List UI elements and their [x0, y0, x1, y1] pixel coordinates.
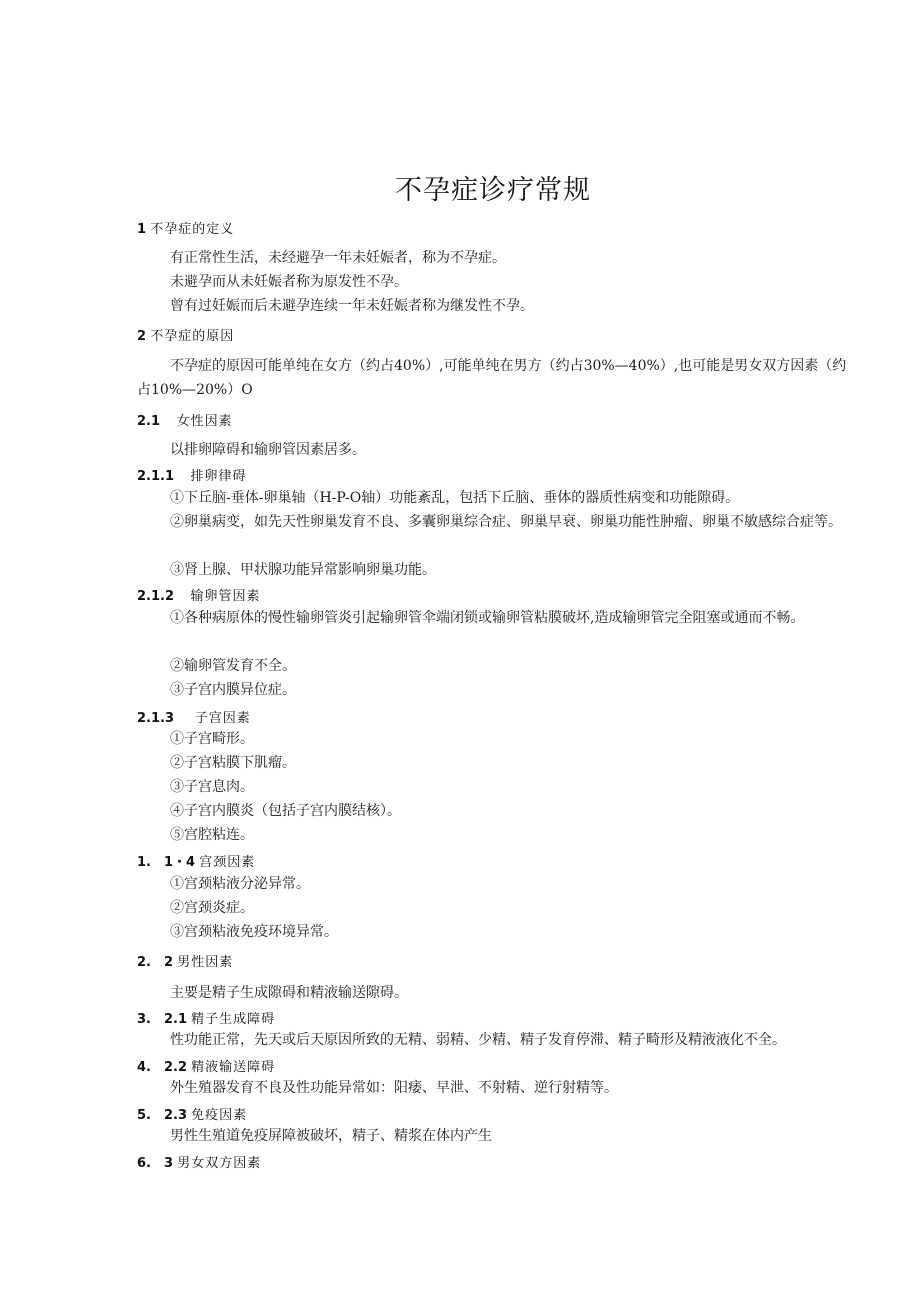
- heading-label: 女性因素: [176, 414, 233, 429]
- paragraph: 曾有过妊娠而后未避孕连续一年未妊娠者称为继发性不孕。: [170, 298, 534, 314]
- heading-label: 免疫因素: [191, 1108, 248, 1123]
- paragraph: ③子宫内膜异位症。: [170, 682, 296, 698]
- paragraph: ①下丘脑-垂体-卵巢轴（H-P-O轴）功能紊乱，包括下丘脑、垂体的器质性病变和功能隙碍。: [170, 490, 740, 506]
- list-item: ③宫颈粘液免疫环境异常。: [170, 924, 338, 940]
- heading-2-1-1: [137, 465, 247, 484]
- heading-prefix: 3.: [137, 1012, 151, 1027]
- list-item: ③子宫息肉。: [170, 779, 254, 795]
- list-item: ⑤宫腔粘连。: [170, 827, 254, 843]
- heading-number: 2.1: [137, 414, 161, 429]
- heading-label: 男女双方因素: [177, 1156, 262, 1171]
- heading-label: 输卵管因素: [190, 589, 261, 604]
- heading-2: [137, 325, 234, 344]
- heading-2-1-4: [137, 851, 255, 870]
- paragraph: ③肾上腺、甲状腺功能异常影响卵巢功能。: [170, 562, 436, 578]
- heading-label: 精子生成障碍: [191, 1012, 276, 1027]
- heading-number: 2: [137, 329, 147, 344]
- heading-number: 1: [137, 222, 147, 237]
- heading-prefix: 6.: [137, 1156, 151, 1171]
- heading-3: [137, 1152, 261, 1171]
- list-item: ②宫颈炎症。: [170, 900, 254, 916]
- heading-2-2: [137, 951, 233, 970]
- heading-number: 1・4: [164, 855, 196, 870]
- heading-prefix: 4.: [137, 1060, 151, 1075]
- heading-number: 2.3: [164, 1108, 188, 1123]
- document-title: 不孕症诊疗常规: [395, 175, 591, 206]
- heading-label: 不孕症的原因: [150, 329, 235, 344]
- heading-2-2-3: [137, 1104, 247, 1123]
- heading-2-1-2: [137, 585, 261, 604]
- heading-label: 宫颈因素: [199, 855, 256, 870]
- heading-prefix: 5.: [137, 1108, 151, 1123]
- heading-prefix: 2.: [137, 955, 151, 970]
- heading-number: 2.2: [164, 1060, 188, 1075]
- heading-2-1-3: [137, 707, 251, 726]
- paragraph: 性功能正常，先天或后天原因所致的无精、弱精、少精、精子发育停滞、精子畸形及精液液化不全。: [170, 1032, 786, 1048]
- heading-number: 2.1.1: [137, 469, 175, 484]
- heading-2-1: [137, 410, 233, 429]
- heading-number: 2.1: [164, 1012, 188, 1027]
- heading-label: 子宫因素: [194, 711, 251, 726]
- paragraph: ②输卵管发育不全。: [170, 658, 296, 674]
- paragraph: 以排卵障碍和输卵管因素居多。: [170, 442, 366, 458]
- paragraph: 外生殖器发育不良及性功能异常如：阳痿、早泄、不射精、逆行射精等。: [170, 1080, 618, 1096]
- heading-number: 3: [164, 1156, 174, 1171]
- list-item: ①子宫畸形。: [170, 731, 254, 747]
- paragraph: 不孕症的原因可能单纯在女方（约占40%）,可能单纯在男方（约占30%—40%）,也可能是男女双方因素（约占10%—20%）O: [137, 358, 847, 398]
- heading-prefix: 1.: [137, 855, 151, 870]
- heading-label: 不孕症的定义: [150, 222, 235, 237]
- paragraph: 有正常性生活，未经避孕一年未妊娠者，称为不孕症。: [170, 250, 506, 266]
- heading-number: 2: [164, 955, 174, 970]
- paragraph: 未避孕而从未妊娠者称为原发性不孕。: [170, 274, 408, 290]
- list-item: ②子宫粘膜下肌瘤。: [170, 755, 296, 771]
- heading-2-2-2: [137, 1056, 275, 1075]
- heading-label: 排卵律碍: [190, 469, 247, 484]
- paragraph: 主要是精子生成隙碍和精液输送隙碍。: [170, 985, 408, 1001]
- paragraph: ②卵巢病变，如先天性卵巢发育不良、多囊卵巢综合症、卵巢早衰、卵巢功能性肿瘤、卵巢不敏感综合症等。: [170, 514, 842, 530]
- list-item: ①宫颈粘液分泌异常。: [170, 876, 310, 892]
- paragraph: ①各种病原体的慢性输卵管炎引起输卵管伞端闭锁或输卵管粘膜破坏,造成输卵管完全阻塞或通而不畅。: [170, 610, 805, 626]
- heading-1: [137, 218, 234, 237]
- heading-2-2-1: [137, 1008, 275, 1027]
- heading-number: 2.1.2: [137, 589, 175, 604]
- heading-label: 精液输送障碍: [191, 1060, 276, 1075]
- heading-number: 2.1.3: [137, 711, 175, 726]
- paragraph: 男性生殖道免疫屏障被破坏，精子、精浆在体内产生: [170, 1128, 492, 1144]
- list-item: ④子宫内膜炎（包括子宫内膜结核）。: [170, 803, 401, 819]
- heading-label: 男性因素: [177, 955, 234, 970]
